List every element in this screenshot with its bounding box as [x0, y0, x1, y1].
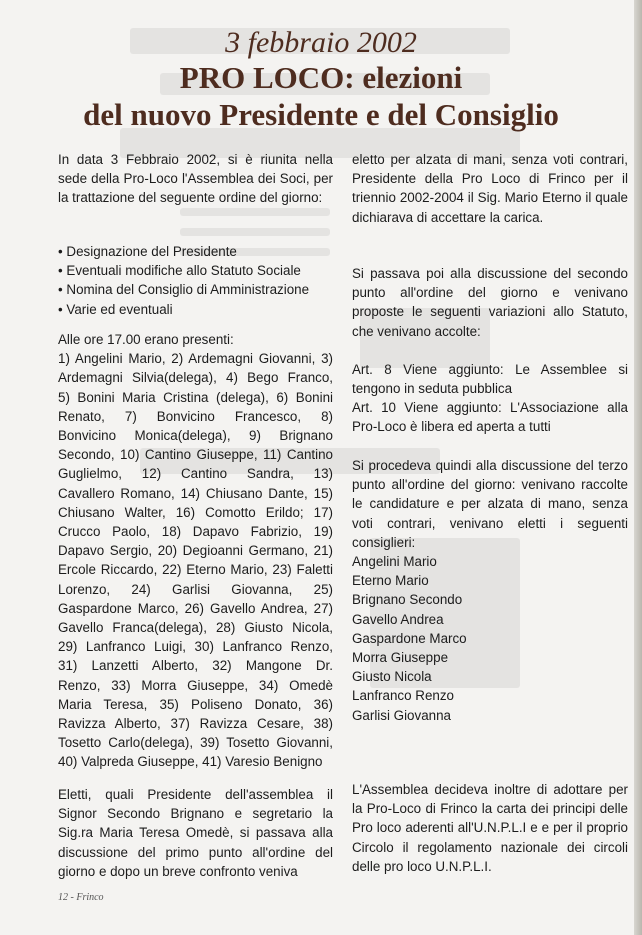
elected-paragraph: Eletti, quali Presidente dell'assemblea il Signor Secondo Brignano e segretario la Sig.ra Maria Teresa Omedè, si passava alla discussione del primo punto all'ordine del giorno e dopo un breve confronto veniva: [58, 787, 333, 879]
attendance-line: 29) Lanfranco Luigi, 30) Lanfranco Renzo,: [58, 639, 333, 655]
attendance-block: [58, 330, 333, 772]
attendance-line: Ardemagni Silvia(delega), 4) Bego Franco,: [58, 370, 333, 386]
councillor-name: Angelini Mario: [352, 554, 437, 569]
attendance-line: Maria Teresa, 35) Poliseno Donato, 36): [58, 696, 333, 712]
attendance-line: Lorenzo, 24) Garlisi Giovanna, 25): [58, 581, 333, 597]
councillor-name: Lanfranco Renzo: [352, 688, 454, 704]
attendance-line: Renzo, 33) Morra Giuseppe, 34) Omedè: [58, 677, 333, 693]
attendance-line: 40) Valpreda Giuseppe, 41) Varesio Benigno: [58, 754, 323, 770]
attendance-line: Cavallero Romano, 14) Chiusano Dante, 15): [58, 485, 333, 501]
attendance-intro: Alle ore 17.00 erano presenti:: [58, 332, 234, 347]
page-edge: [634, 0, 642, 935]
article-title-line-1: PRO LOCO: elezioni: [179, 60, 463, 95]
closing-paragraph: L'Assemblea decideva inoltre di adottare per la Pro-Loco di Frinco la carta dei principi delle Pro loco aderenti all'U.N.P.L.I e e per il proprio Circolo il regolamento nazionale dei circoli delle pro loco U.N.P.L.I.: [352, 782, 628, 874]
page-footer: 12 - Frinco: [58, 892, 104, 903]
attendance-line: Guglielmo, 12) Cantino Sandra, 13): [58, 466, 333, 482]
agenda-item: • Varie ed eventuali: [58, 301, 173, 317]
attendance-line: Tosetto Carlo(delega), 39) Tosetto Giovanni,: [58, 735, 333, 751]
agenda-item: • Designazione del Presidente: [58, 244, 237, 259]
article-date: 3 febbraio 2002: [225, 26, 417, 59]
attendance-list: [58, 349, 333, 771]
attendance-line: 1) Angelini Mario, 2) Ardemagni Giovanni, 3): [58, 351, 333, 367]
councillor-name: Brignano Secondo: [352, 592, 463, 608]
third-point-paragraph: Si procedeva quindi alla discussione del terzo punto all'ordine del giorno: venivano raccolte le candidature e per alzata di mano, senza voti contrari, venivano eletti i seguenti consiglieri:: [352, 458, 628, 550]
councillor-name: Eterno Mario: [352, 573, 429, 589]
president-paragraph: eletto per alzata di mani, senza voti contrari, Presidente della Pro Loco di Frinco per il triennio 2002-2004 il Sig. Mario Eterno il quale dichiarava di accettare la carica.: [352, 152, 628, 225]
attendance-line: Secondo, 10) Cantino Giuseppe, 11) Cantino: [58, 447, 333, 463]
agenda-item: • Nomina del Consiglio di Amministrazione: [58, 282, 310, 298]
attendance-line: Crucco Paolo, 18) Dapavo Fabrizio, 19): [58, 524, 333, 540]
councillors-list: [352, 552, 467, 725]
article-title-line-2: del nuovo Presidente e del Consiglio: [83, 97, 559, 132]
attendance-line: Bonvicino Monica(delega), 9) Brignano: [58, 428, 333, 444]
attendance-line: Renato, 7) Bonvicino Francesco, 8): [58, 408, 333, 424]
attendance-line: 5) Bonini Maria Cristina (delega), 6) Bonini: [58, 389, 333, 405]
attendance-line: Ravizza Alberto, 37) Ravizza Cesare, 38): [58, 716, 333, 732]
councillor-name: Giusto Nicola: [352, 669, 432, 685]
councillor-name: Garlisi Giovanna: [352, 707, 451, 723]
attendance-line: 31) Lanzetti Alberto, 32) Mangone Dr.: [58, 658, 333, 674]
councillor-name: Morra Giuseppe: [352, 650, 449, 666]
article-10-paragraph: Art. 10 Viene aggiunto: L'Associazione alla Pro-Loco è libera ed aperta a tutti: [352, 400, 628, 435]
agenda-item: • Eventuali modifiche allo Statuto Sociale: [58, 263, 301, 279]
councillor-name: Gavello Andrea: [352, 611, 444, 627]
attendance-line: Gavello Franca(delega), 28) Giusto Nicola,: [58, 620, 333, 636]
attendance-line: Gaspardone Marco, 26) Gavello Andrea, 27): [58, 600, 333, 616]
intro-paragraph: In data 3 Febbraio 2002, si è riunita nella sede della Pro-Loco l'Assemblea dei Soci, per la trattazione del seguente ordine del giorno:: [58, 152, 333, 206]
article-8-paragraph: Art. 8 Viene aggiunto: Le Assemblee si tengono in seduta pubblica: [352, 362, 628, 397]
attendance-line: Chiusano Walter, 16) Comotto Erildo; 17): [58, 504, 333, 520]
attendance-line: Ercole Riccardo, 22) Eterno Mario, 23) Faletti: [58, 562, 333, 578]
agenda-list: [58, 242, 309, 319]
attendance-line: Dapavo Sergio, 20) Degioanni Germano, 21): [58, 543, 333, 559]
councillor-name: Gaspardone Marco: [352, 630, 467, 646]
second-point-paragraph: Si passava poi alla discussione del secondo punto all'ordine del giorno e venivano proposte le seguenti variazioni allo Statuto, che venivano accolte:: [352, 266, 628, 339]
